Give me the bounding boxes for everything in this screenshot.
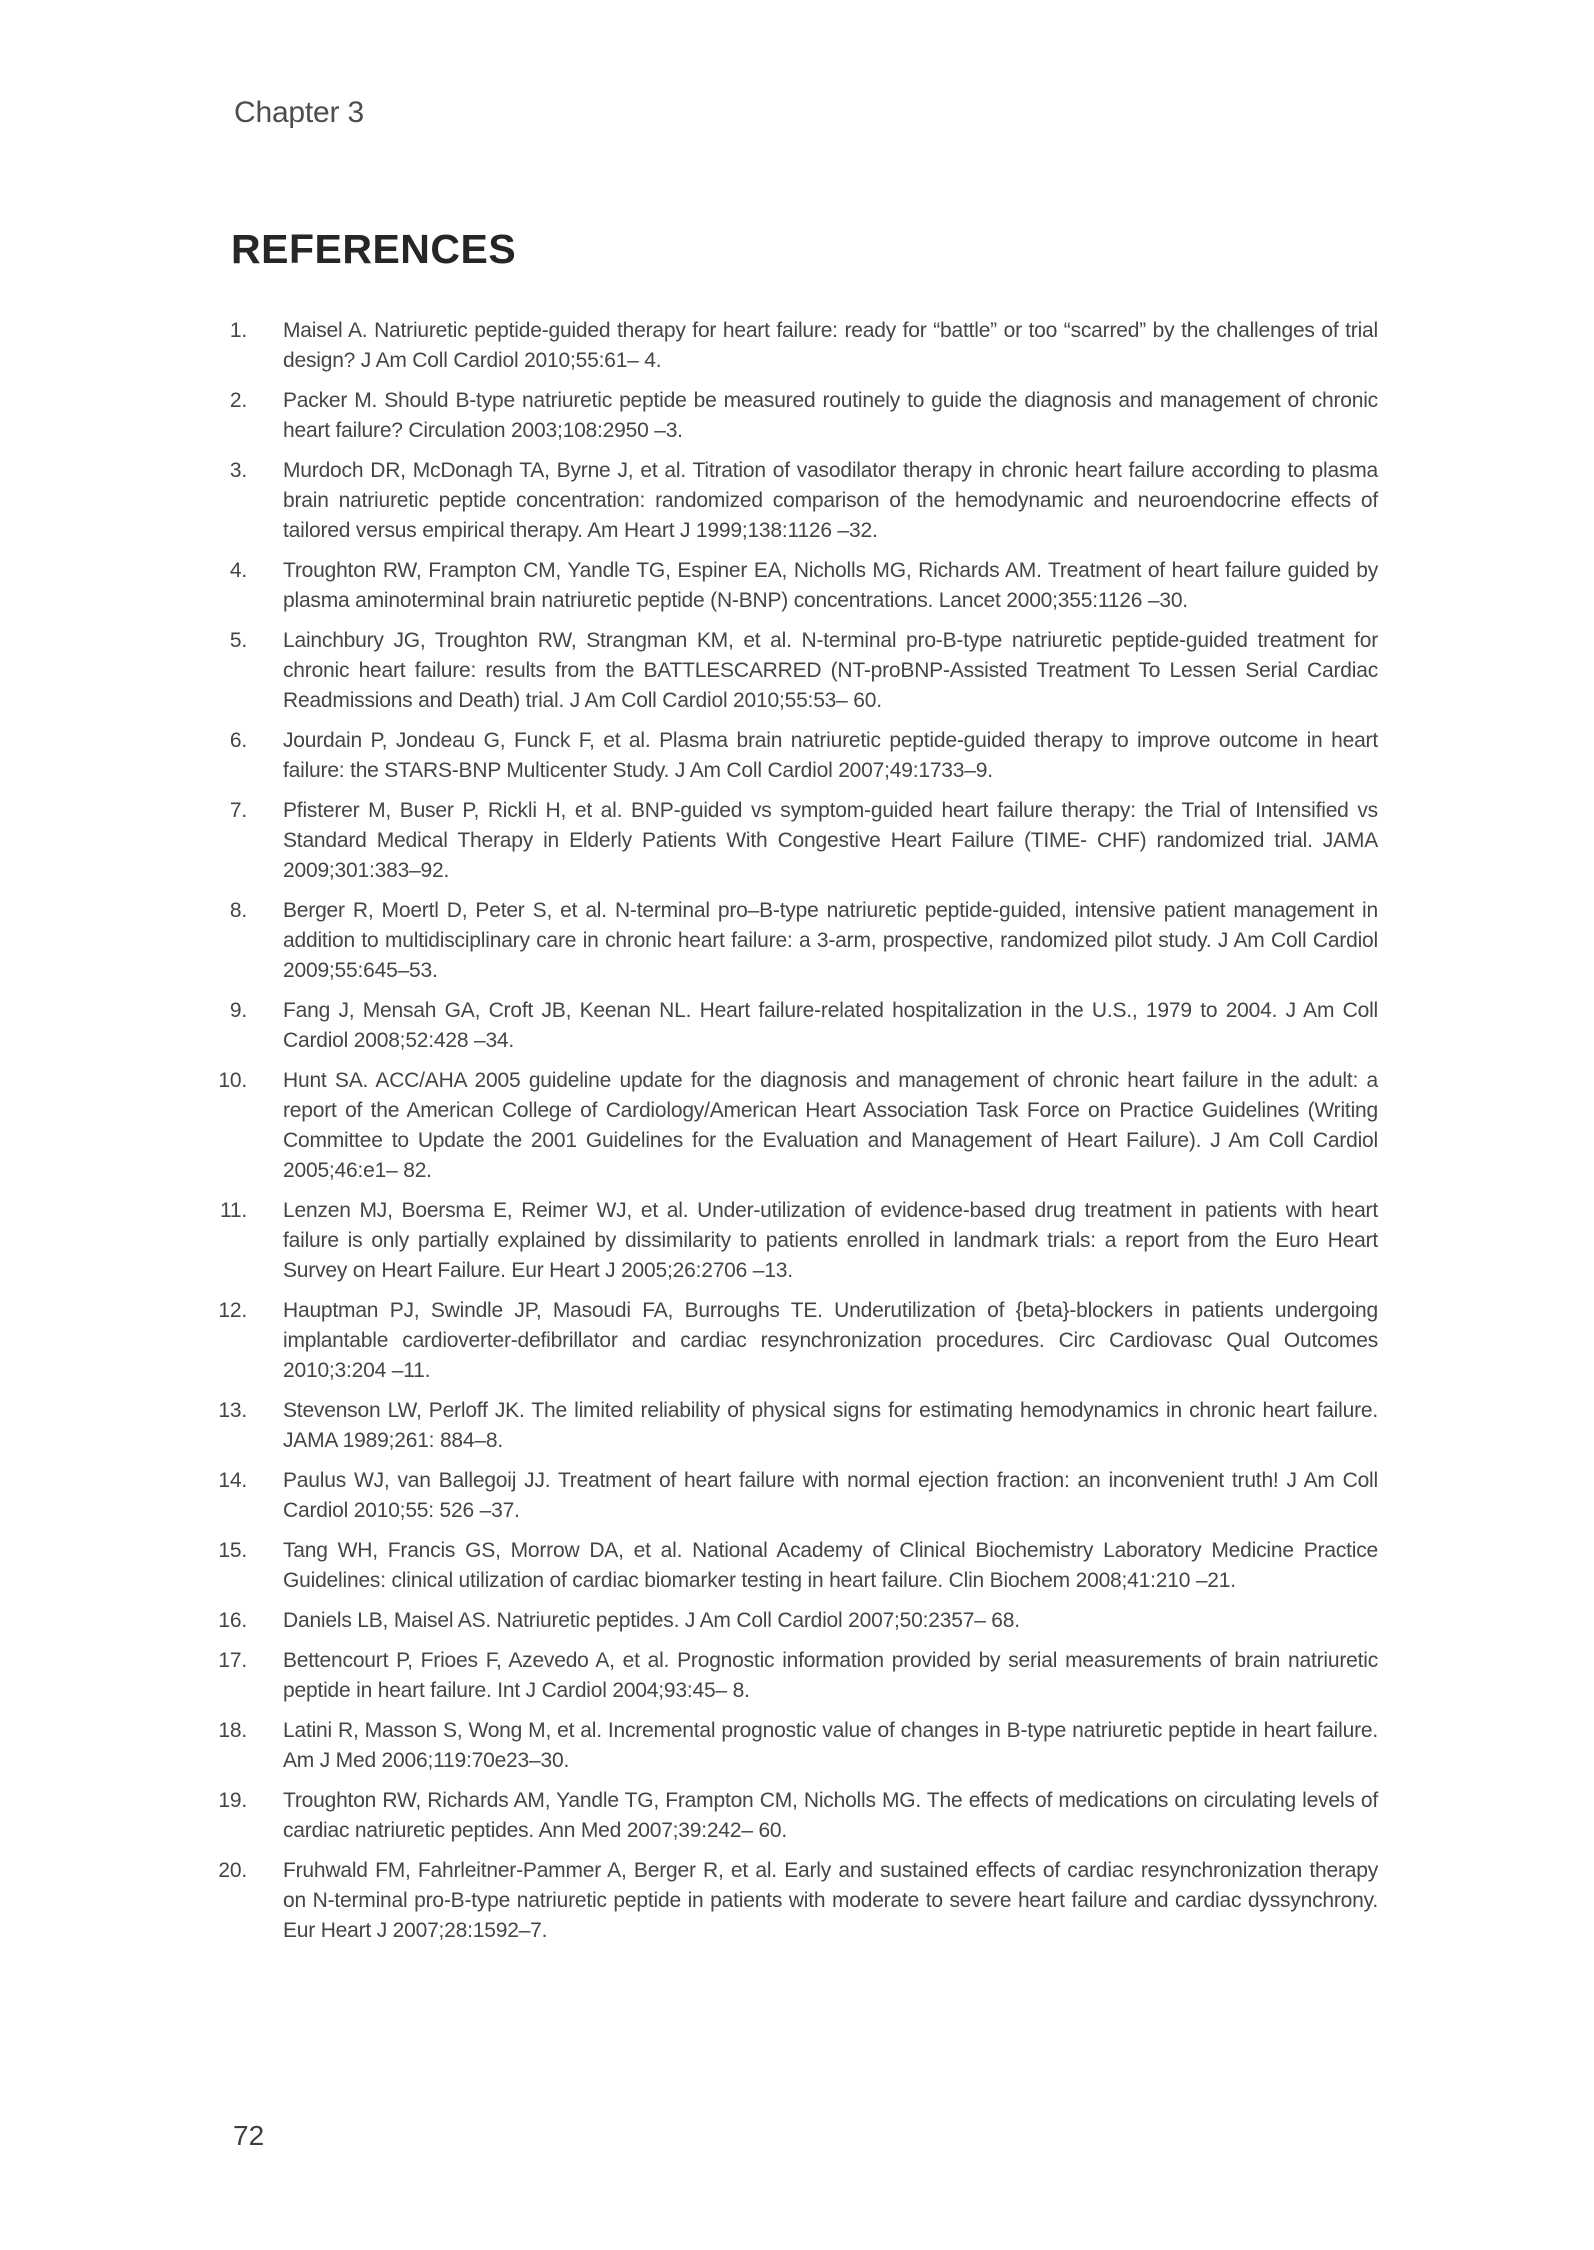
reference-text: Stevenson LW, Perloff JK. The limited reliability of physical signs for estimating hemodynamics in chronic heart failure. JAMA 1989;261: 884–8. — [283, 1399, 1378, 1452]
reference-number: 6. — [229, 729, 247, 752]
reference-number: 8. — [229, 899, 247, 922]
reference-item — [190, 456, 1378, 546]
reference-item — [190, 726, 1378, 786]
reference-item — [190, 896, 1378, 986]
reference-number: 10. — [218, 1069, 247, 1092]
reference-number: 19. — [218, 1789, 247, 1812]
reference-item — [190, 1066, 1378, 1186]
reference-number: 9. — [229, 999, 247, 1022]
reference-text: Lenzen MJ, Boersma E, Reimer WJ, et al. Under-utilization of evidence-based drug treatment in patients with heart failure is only partially explained by dissimilarity to patients enrolled in landmark trials: a report from the Euro Heart Survey on Heart Failure. Eur Heart J 2005;26:2706 –13. — [283, 1199, 1378, 1282]
reference-item — [190, 1646, 1378, 1706]
page-number: 72 — [233, 2120, 265, 2151]
reference-number: 15. — [218, 1539, 247, 1562]
page-title: REFERENCES — [231, 226, 517, 272]
reference-item — [190, 1466, 1378, 1526]
reference-number: 7. — [229, 799, 247, 822]
reference-text: Fang J, Mensah GA, Croft JB, Keenan NL. Heart failure-related hospitalization in the U.S., 1979 to 2004. J Am Coll Cardiol 2008;52:428 –34. — [283, 999, 1378, 1052]
reference-number: 13. — [218, 1399, 247, 1422]
reference-item — [190, 996, 1378, 1056]
reference-number: 17. — [218, 1649, 247, 1672]
reference-text: Fruhwald FM, Fahrleitner-Pammer A, Berger R, et al. Early and sustained effects of cardiac resynchronization therapy on N-terminal pro-B-type natriuretic peptide in patients with moderate to severe heart failure and cardiac dyssynchrony. Eur Heart J 2007;28:1592–7. — [283, 1859, 1378, 1942]
reference-text: Troughton RW, Frampton CM, Yandle TG, Espiner EA, Nicholls MG, Richards AM. Treatment of heart failure guided by plasma aminoterminal brain natriuretic peptide (N-BNP) concentrations. Lancet 2000;355:1126 –30. — [283, 559, 1378, 612]
reference-text: Packer M. Should B-type natriuretic peptide be measured routinely to guide the diagnosis and management of chronic heart failure? Circulation 2003;108:2950 –3. — [283, 389, 1378, 442]
reference-text: Troughton RW, Richards AM, Yandle TG, Frampton CM, Nicholls MG. The effects of medications on circulating levels of cardiac natriuretic peptides. Ann Med 2007;39:242– 60. — [283, 1789, 1378, 1842]
reference-number: 5. — [229, 629, 247, 652]
reference-text: Lainchbury JG, Troughton RW, Strangman KM, et al. N-terminal pro-B-type natriuretic peptide-guided treatment for chronic heart failure: results from the BATTLESCARRED (NT-proBNP-Assisted Treatment To Lessen Serial Cardiac Readmissions and Death) trial. J Am Coll Cardiol 2010;55:53– 60. — [283, 629, 1378, 712]
reference-text: Jourdain P, Jondeau G, Funck F, et al. Plasma brain natriuretic peptide-guided therapy to improve outcome in heart failure: the STARS-BNP Multicenter Study. J Am Coll Cardiol 2007;49:1733–9. — [283, 729, 1378, 782]
reference-item — [190, 1786, 1378, 1846]
reference-item — [190, 1196, 1378, 1286]
chapter-header: Chapter 3 — [234, 96, 364, 129]
reference-number: 12. — [218, 1299, 247, 1322]
reference-number: 3. — [229, 459, 247, 482]
reference-text: Daniels LB, Maisel AS. Natriuretic peptides. J Am Coll Cardiol 2007;50:2357– 68. — [283, 1609, 1020, 1632]
reference-item — [190, 1716, 1378, 1776]
reference-item — [190, 1606, 1378, 1636]
reference-item — [190, 386, 1378, 446]
reference-item — [190, 1536, 1378, 1596]
reference-text: Bettencourt P, Frioes F, Azevedo A, et al. Prognostic information provided by serial measurements of brain natriuretic peptide in heart failure. Int J Cardiol 2004;93:45– 8. — [283, 1649, 1378, 1702]
reference-item — [190, 1296, 1378, 1386]
reference-item — [190, 316, 1378, 376]
reference-text: Maisel A. Natriuretic peptide-guided therapy for heart failure: ready for “battle” or too “scarred” by the challenges of trial design? J Am Coll Cardiol 2010;55:61– 4. — [283, 319, 1378, 372]
reference-text: Berger R, Moertl D, Peter S, et al. N-terminal pro–B-type natriuretic peptide-guided, intensive patient management in addition to multidisciplinary care in chronic heart failure: a 3-arm, prospective, randomized pilot study. J Am Coll Cardiol 2009;55:645–53. — [283, 899, 1378, 982]
reference-number: 16. — [218, 1609, 247, 1632]
references-list — [190, 316, 1378, 1956]
reference-number: 2. — [229, 389, 247, 412]
reference-item — [190, 1396, 1378, 1456]
reference-text: Tang WH, Francis GS, Morrow DA, et al. National Academy of Clinical Biochemistry Laboratory Medicine Practice Guidelines: clinical utilization of cardiac biomarker testing in heart failure. Clin Biochem 2008;41:210 –21. — [283, 1539, 1378, 1592]
reference-text: Hauptman PJ, Swindle JP, Masoudi FA, Burroughs TE. Underutilization of {beta}-blockers in patients undergoing implantable cardioverter-defibrillator and cardiac resynchronization procedures. Circ Cardiovasc Qual Outcomes 2010;3:204 –11. — [283, 1299, 1378, 1382]
reference-text: Hunt SA. ACC/AHA 2005 guideline update for the diagnosis and management of chronic heart failure in the adult: a report of the American College of Cardiology/American Heart Association Task Force on Practice Guidelines (Writing Committee to Update the 2001 Guidelines for the Evaluation and Management of Heart Failure). J Am Coll Cardiol 2005;46:e1– 82. — [283, 1069, 1378, 1182]
reference-number: 4. — [229, 559, 247, 582]
reference-number: 20. — [218, 1859, 247, 1882]
reference-text: Murdoch DR, McDonagh TA, Byrne J, et al. Titration of vasodilator therapy in chronic heart failure according to plasma brain natriuretic peptide concentration: randomized comparison of the hemodynamic and neuroendocrine effects of tailored versus empirical therapy. Am Heart J 1999;138:1126 –32. — [283, 459, 1378, 542]
reference-number: 14. — [218, 1469, 247, 1492]
reference-number: 1. — [229, 319, 247, 342]
reference-item — [190, 1856, 1378, 1946]
reference-item — [190, 796, 1378, 886]
reference-text: Latini R, Masson S, Wong M, et al. Incremental prognostic value of changes in B-type natriuretic peptide in heart failure. Am J Med 2006;119:70e23–30. — [283, 1719, 1378, 1772]
reference-item — [190, 626, 1378, 716]
reference-number: 11. — [219, 1199, 247, 1222]
reference-item — [190, 556, 1378, 616]
reference-number: 18. — [218, 1719, 247, 1742]
reference-text: Paulus WJ, van Ballegoij JJ. Treatment of heart failure with normal ejection fraction: an inconvenient truth! J Am Coll Cardiol 2010;55: 526 –37. — [283, 1469, 1378, 1522]
reference-text: Pfisterer M, Buser P, Rickli H, et al. BNP-guided vs symptom-guided heart failure therapy: the Trial of Intensified vs Standard Medical Therapy in Elderly Patients With Congestive Heart Failure (TIME- CHF) randomized trial. JAMA 2009;301:383–92. — [283, 799, 1378, 882]
